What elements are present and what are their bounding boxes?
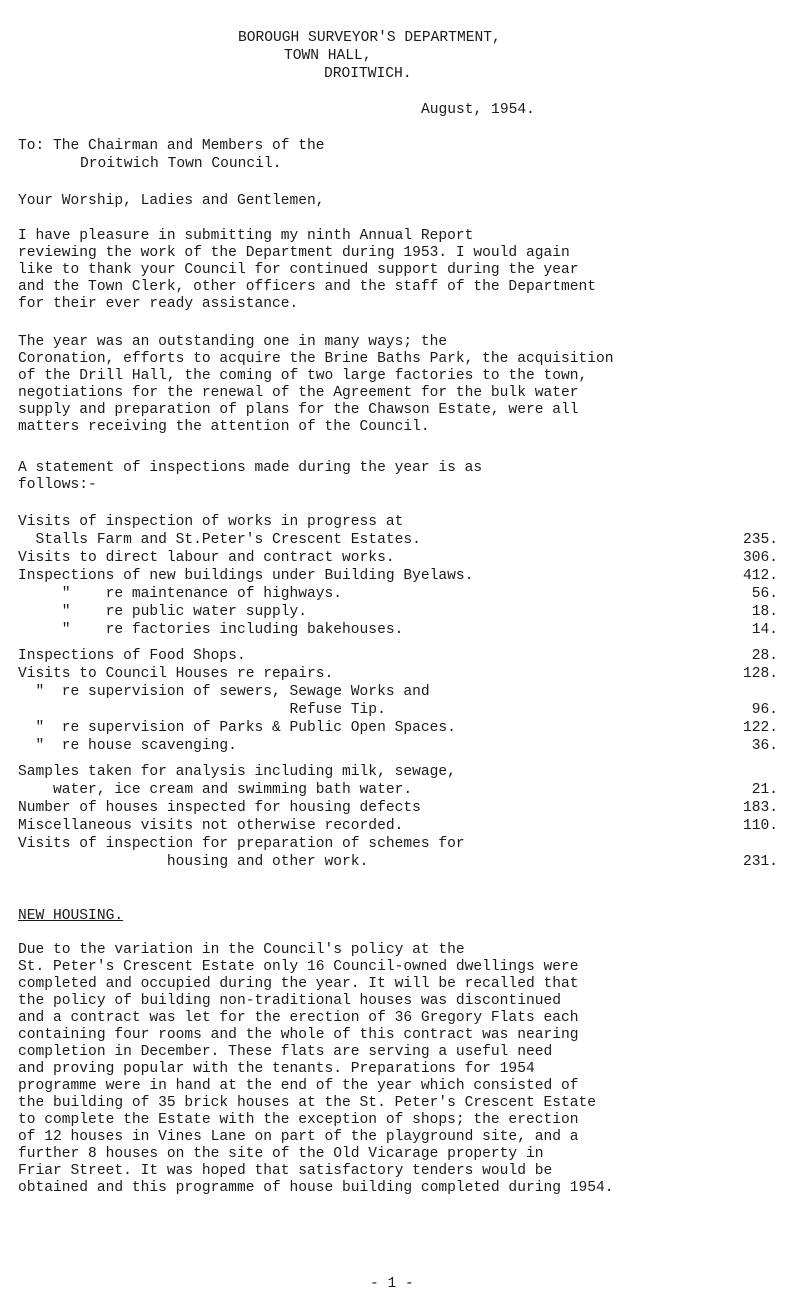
inspection-row-value: 28. xyxy=(751,648,778,664)
inspection-row-value: 231. xyxy=(742,854,778,870)
department-heading: BOROUGH SURVEYOR'S DEPARTMENT, xyxy=(238,30,501,46)
inspection-row-value: 183. xyxy=(742,800,778,816)
inspection-row-label-cont: Refuse Tip. xyxy=(18,702,386,718)
inspection-row-label: " re house scavenging. xyxy=(18,738,237,754)
inspection-row-label: Miscellaneous visits not otherwise recorded. xyxy=(18,818,404,834)
inspection-row-value: 96. xyxy=(751,702,778,718)
intro-paragraph-3: A statement of inspections made during the year is as follows:- xyxy=(18,460,483,493)
inspection-row-label: " re maintenance of highways. xyxy=(18,586,343,602)
inspection-row-label: Visits of inspection of works in progress at xyxy=(18,514,404,530)
page-number: - 1 - xyxy=(370,1276,414,1292)
inspection-row-label: " re supervision of Parks & Public Open Spaces. xyxy=(18,720,456,736)
inspection-row-value: 306. xyxy=(742,550,778,566)
inspection-row-value: 36. xyxy=(751,738,778,754)
inspection-row-label: " re factories including bakehouses. xyxy=(18,622,404,638)
addressee-line-1: To: The Chairman and Members of the xyxy=(18,138,325,154)
inspection-row-label: " re supervision of sewers, Sewage Works and xyxy=(18,684,430,700)
inspection-row-value: 14. xyxy=(751,622,778,638)
salutation: Your Worship, Ladies and Gentlemen, xyxy=(18,193,325,209)
inspection-row-label: Visits to Council Houses re repairs. xyxy=(18,666,334,682)
inspection-row-label-cont: water, ice cream and swimming bath water. xyxy=(18,782,413,798)
report-date: August, 1954. xyxy=(421,102,535,118)
new-housing-paragraph: Due to the variation in the Council's policy at the St. Peter's Crescent Estate only 16 Council-owned dwellings were completed and occupied during the year. It will be recalled that the policy of building non-traditional houses was discontinued and a contract was let for the erection of 36 Gregory Flats each containing four rooms and the whole of this contract was nearing completion in December. These flats are serving a useful need and proving popular with the tenants. Preparations for 1954 programme were in hand at the end of the year which consisted of the building of 35 brick houses at the St. Peter's Crescent Estate to complete the Estate with the exception of shops; the erection of 12 houses in Vines Lane on part of the playground site, and a further 8 houses on the site of the Old Vicarage property in Friar Street. It was hoped that satisfactory tenders would be obtained and this programme of house building completed during 1954. xyxy=(18,942,614,1196)
inspection-row-value: 18. xyxy=(751,604,778,620)
town-line: DROITWICH. xyxy=(324,66,412,82)
inspection-row-value: 122. xyxy=(742,720,778,736)
inspection-row-value: 412. xyxy=(742,568,778,584)
inspection-row-label: Samples taken for analysis including milk, sewage, xyxy=(18,764,456,780)
inspection-row-value: 21. xyxy=(751,782,778,798)
town-hall-line: TOWN HALL, xyxy=(284,48,372,64)
inspection-row-label: Visits of inspection for preparation of schemes for xyxy=(18,836,465,852)
inspection-row-value: 110. xyxy=(742,818,778,834)
inspection-row-label: Visits to direct labour and contract works. xyxy=(18,550,395,566)
inspection-row-label: Number of houses inspected for housing defects xyxy=(18,800,421,816)
inspection-row-label-cont: housing and other work. xyxy=(18,854,369,870)
inspection-row-label: Inspections of new buildings under Building Byelaws. xyxy=(18,568,474,584)
intro-paragraph-1: I have pleasure in submitting my ninth Annual Report reviewing the work of the Department during 1953. I would again like to thank your Council for continued support during the year and the Town Clerk, other officers and the staff of the Department for their ever ready assistance. xyxy=(18,228,597,312)
inspection-row-label: Inspections of Food Shops. xyxy=(18,648,246,664)
inspection-row-label: " re public water supply. xyxy=(18,604,308,620)
inspection-row-value: 128. xyxy=(742,666,778,682)
inspection-row-label-cont: Stalls Farm and St.Peter's Crescent Estates. xyxy=(18,532,421,548)
intro-paragraph-2: The year was an outstanding one in many ways; the Coronation, efforts to acquire the Brine Baths Park, the acquisition of the Drill Hall, the coming of two large factories to the town, negotiations for the renewal of the Agreement for the bulk water supply and preparation of plans for the Chawson Estate, were all matters receiving the attention of the Council. xyxy=(18,334,614,435)
inspection-row-value: 56. xyxy=(751,586,778,602)
addressee-line-2: Droitwich Town Council. xyxy=(80,156,282,172)
inspection-row-value: 235. xyxy=(742,532,778,548)
section-heading-new-housing: NEW HOUSING. xyxy=(18,908,124,924)
